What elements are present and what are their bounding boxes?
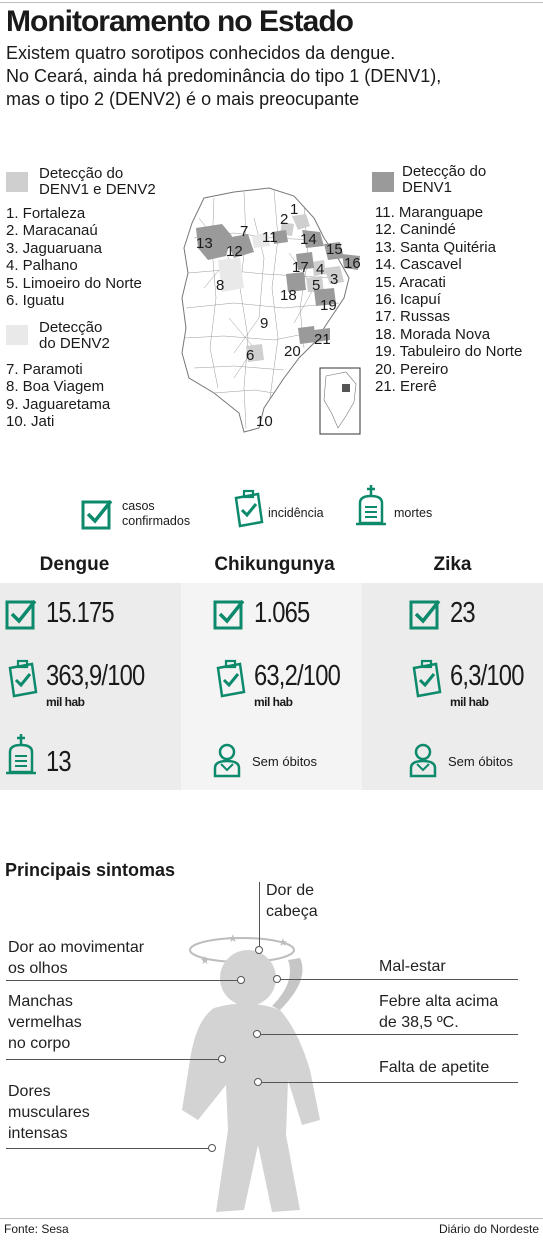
map-label: 5 — [312, 277, 321, 294]
check-icon — [408, 597, 442, 636]
map-label: 17 — [292, 259, 309, 276]
clipboard-icon — [230, 488, 264, 528]
map-label: 9 — [260, 315, 269, 332]
malaise-dot — [273, 975, 281, 983]
cases-value: 15.175 — [46, 597, 114, 629]
map-label: 3 — [330, 271, 339, 288]
municipality-item: 17. Russas — [375, 308, 451, 326]
municipality-item: 21. Ererê — [375, 378, 437, 396]
municipality-item: 4. Palhano — [6, 257, 78, 275]
incidence-value: 6,3/100 — [450, 660, 524, 692]
municipality-item: 12. Canindé — [375, 221, 456, 239]
disease-name-zika: Zika — [433, 554, 472, 575]
municipality-item: 18. Morada Nova — [375, 325, 491, 343]
grave-icon — [354, 483, 388, 527]
deaths-value: Sem óbitos — [448, 754, 514, 769]
symptoms-title: Principais sintomas — [5, 860, 176, 880]
hand-to-head — [272, 958, 303, 1010]
muscle-dot — [208, 1144, 216, 1152]
svg-text:★: ★ — [278, 937, 288, 949]
headache-pointer — [259, 882, 260, 950]
municipality-item: 1. Fortaleza — [6, 205, 86, 222]
page-title: Monitoramento no Estado — [6, 5, 353, 38]
map-label: 8 — [216, 277, 225, 294]
legend-swatch-denv1 — [372, 172, 394, 192]
symptom-eyes: Dor ao movimentar os olhos — [8, 939, 145, 977]
symptom-muscle: Dores musculares intensas — [8, 1083, 90, 1142]
person-icon — [212, 742, 242, 783]
symptom-appetite: Falta de apetite — [379, 1059, 490, 1076]
map-label: 10 — [256, 413, 273, 430]
ceara-map — [174, 178, 370, 440]
check-icon — [80, 497, 114, 531]
symptom-fever: Febre alta acima de 38,5 ºC. — [379, 993, 499, 1031]
incidence-unit: mil hab — [450, 695, 489, 709]
cases-value: 23 — [450, 597, 475, 629]
municipality-item: 20. Pereiro — [375, 360, 449, 378]
municipality-item: 11. Maranguape — [375, 204, 484, 221]
headache-dot — [255, 946, 263, 954]
deaths-value: 13 — [46, 746, 71, 778]
head — [220, 950, 276, 1006]
top-rule — [0, 2, 543, 3]
municipality-item: 10. Jati — [6, 413, 55, 431]
svg-text:★: ★ — [200, 955, 210, 967]
page-subtitle: Existem quatro sorotipos conhecidos da dengue. No Ceará, ainda há predominância do tipo 1 (DENV1), mas o tipo 2 (DENV2) é o mais preocupante — [6, 43, 442, 109]
incidence-unit: mil hab — [254, 695, 293, 709]
eyes-rule — [6, 980, 242, 981]
legend-title-both: Detecção do DENV1 e DENV2 — [39, 165, 156, 198]
legend-title-denv2: Detecção do DENV2 — [39, 319, 110, 352]
municipality-item: 19. Tabuleiro do Norte — [375, 343, 523, 361]
disease-name-dengue: Dengue — [39, 554, 110, 575]
cases-value: 1.065 — [254, 597, 310, 629]
map-label: 2 — [280, 211, 289, 228]
municipality-item: 2. Maracanaú — [6, 222, 98, 240]
incidence-value: 63,2/100 — [254, 660, 341, 692]
municipality-item: 8. Boa Viagem — [6, 378, 105, 396]
municipality-item: 14. Cascavel — [375, 256, 462, 274]
legend-incidence-label: incidência — [268, 506, 324, 520]
inset-ceara — [342, 384, 350, 392]
fever-dot — [253, 1030, 261, 1038]
malaise-rule — [277, 979, 518, 980]
municipality-item: 9. Jaguaretama — [6, 395, 111, 413]
municipality-item: 3. Jaguaruana — [6, 239, 102, 257]
map-label: 7 — [240, 223, 249, 240]
map-label: 12 — [226, 243, 243, 260]
clipboard-icon — [212, 658, 246, 703]
map-label: 6 — [246, 347, 255, 364]
deaths-value: Sem óbitos — [252, 754, 318, 769]
symptom-malaise: Mal-estar — [379, 958, 446, 975]
svg-text:★: ★ — [228, 933, 238, 945]
person-icon — [408, 742, 438, 783]
publisher-credit: Diário do Nordeste — [438, 1222, 539, 1236]
clipboard-icon — [4, 658, 38, 703]
legend-swatch-both — [6, 172, 28, 192]
municipality-item: 6. Iguatu — [6, 292, 65, 310]
map-label: 1 — [290, 201, 299, 218]
municipality-item: 5. Limoeiro do Norte — [6, 274, 142, 292]
map-label: 13 — [196, 235, 213, 252]
bottom-rule — [0, 1218, 543, 1219]
clipboard-icon — [408, 658, 442, 703]
list-denv2 — [6, 361, 110, 431]
legend-deaths-label: mortes — [394, 506, 433, 520]
map-label: 20 — [284, 343, 301, 360]
disease-name-chikungunya: Chikungunya — [214, 554, 335, 575]
map-label: 15 — [326, 241, 343, 258]
municipality-item: 16. Icapuí — [375, 291, 441, 309]
map-label: 21 — [314, 331, 331, 348]
human-figure — [160, 920, 330, 1220]
municipality-item: 7. Paramoti — [6, 361, 83, 378]
symptom-headache: Dor de cabeça — [266, 882, 318, 920]
legend-cases-label: casos confirmados — [122, 499, 191, 528]
incidence-value: 363,9/100 — [46, 660, 145, 692]
appetite-rule — [258, 1082, 518, 1083]
check-icon — [212, 597, 246, 636]
check-icon — [4, 597, 38, 636]
incidence-unit: mil hab — [46, 695, 85, 709]
map-label: 11 — [262, 229, 278, 246]
eyes-dot — [237, 976, 245, 984]
muscle-rule — [6, 1148, 212, 1149]
list-both — [6, 205, 142, 309]
legend-swatch-denv2 — [6, 325, 28, 345]
municipality-item: 15. Aracati — [375, 273, 446, 291]
municipality-item: 13. Santa Quitéria — [375, 238, 496, 256]
rash-dot — [218, 1055, 226, 1063]
fever-rule — [259, 1034, 518, 1035]
source-credit: Fonte: Sesa — [4, 1222, 69, 1236]
map-label: 18 — [280, 287, 297, 304]
rash-rule — [6, 1059, 222, 1060]
symptom-rash: Manchas vermelhas no corpo — [8, 993, 82, 1052]
legend-title-denv1: Detecção do DENV1 — [402, 163, 487, 196]
map-label: 14 — [300, 231, 317, 248]
list-denv1 — [375, 204, 522, 395]
map-label: 16 — [344, 255, 361, 272]
map-label: 19 — [320, 297, 337, 314]
appetite-dot — [254, 1078, 262, 1086]
grave-icon — [4, 732, 38, 781]
map-label: 4 — [316, 261, 325, 278]
